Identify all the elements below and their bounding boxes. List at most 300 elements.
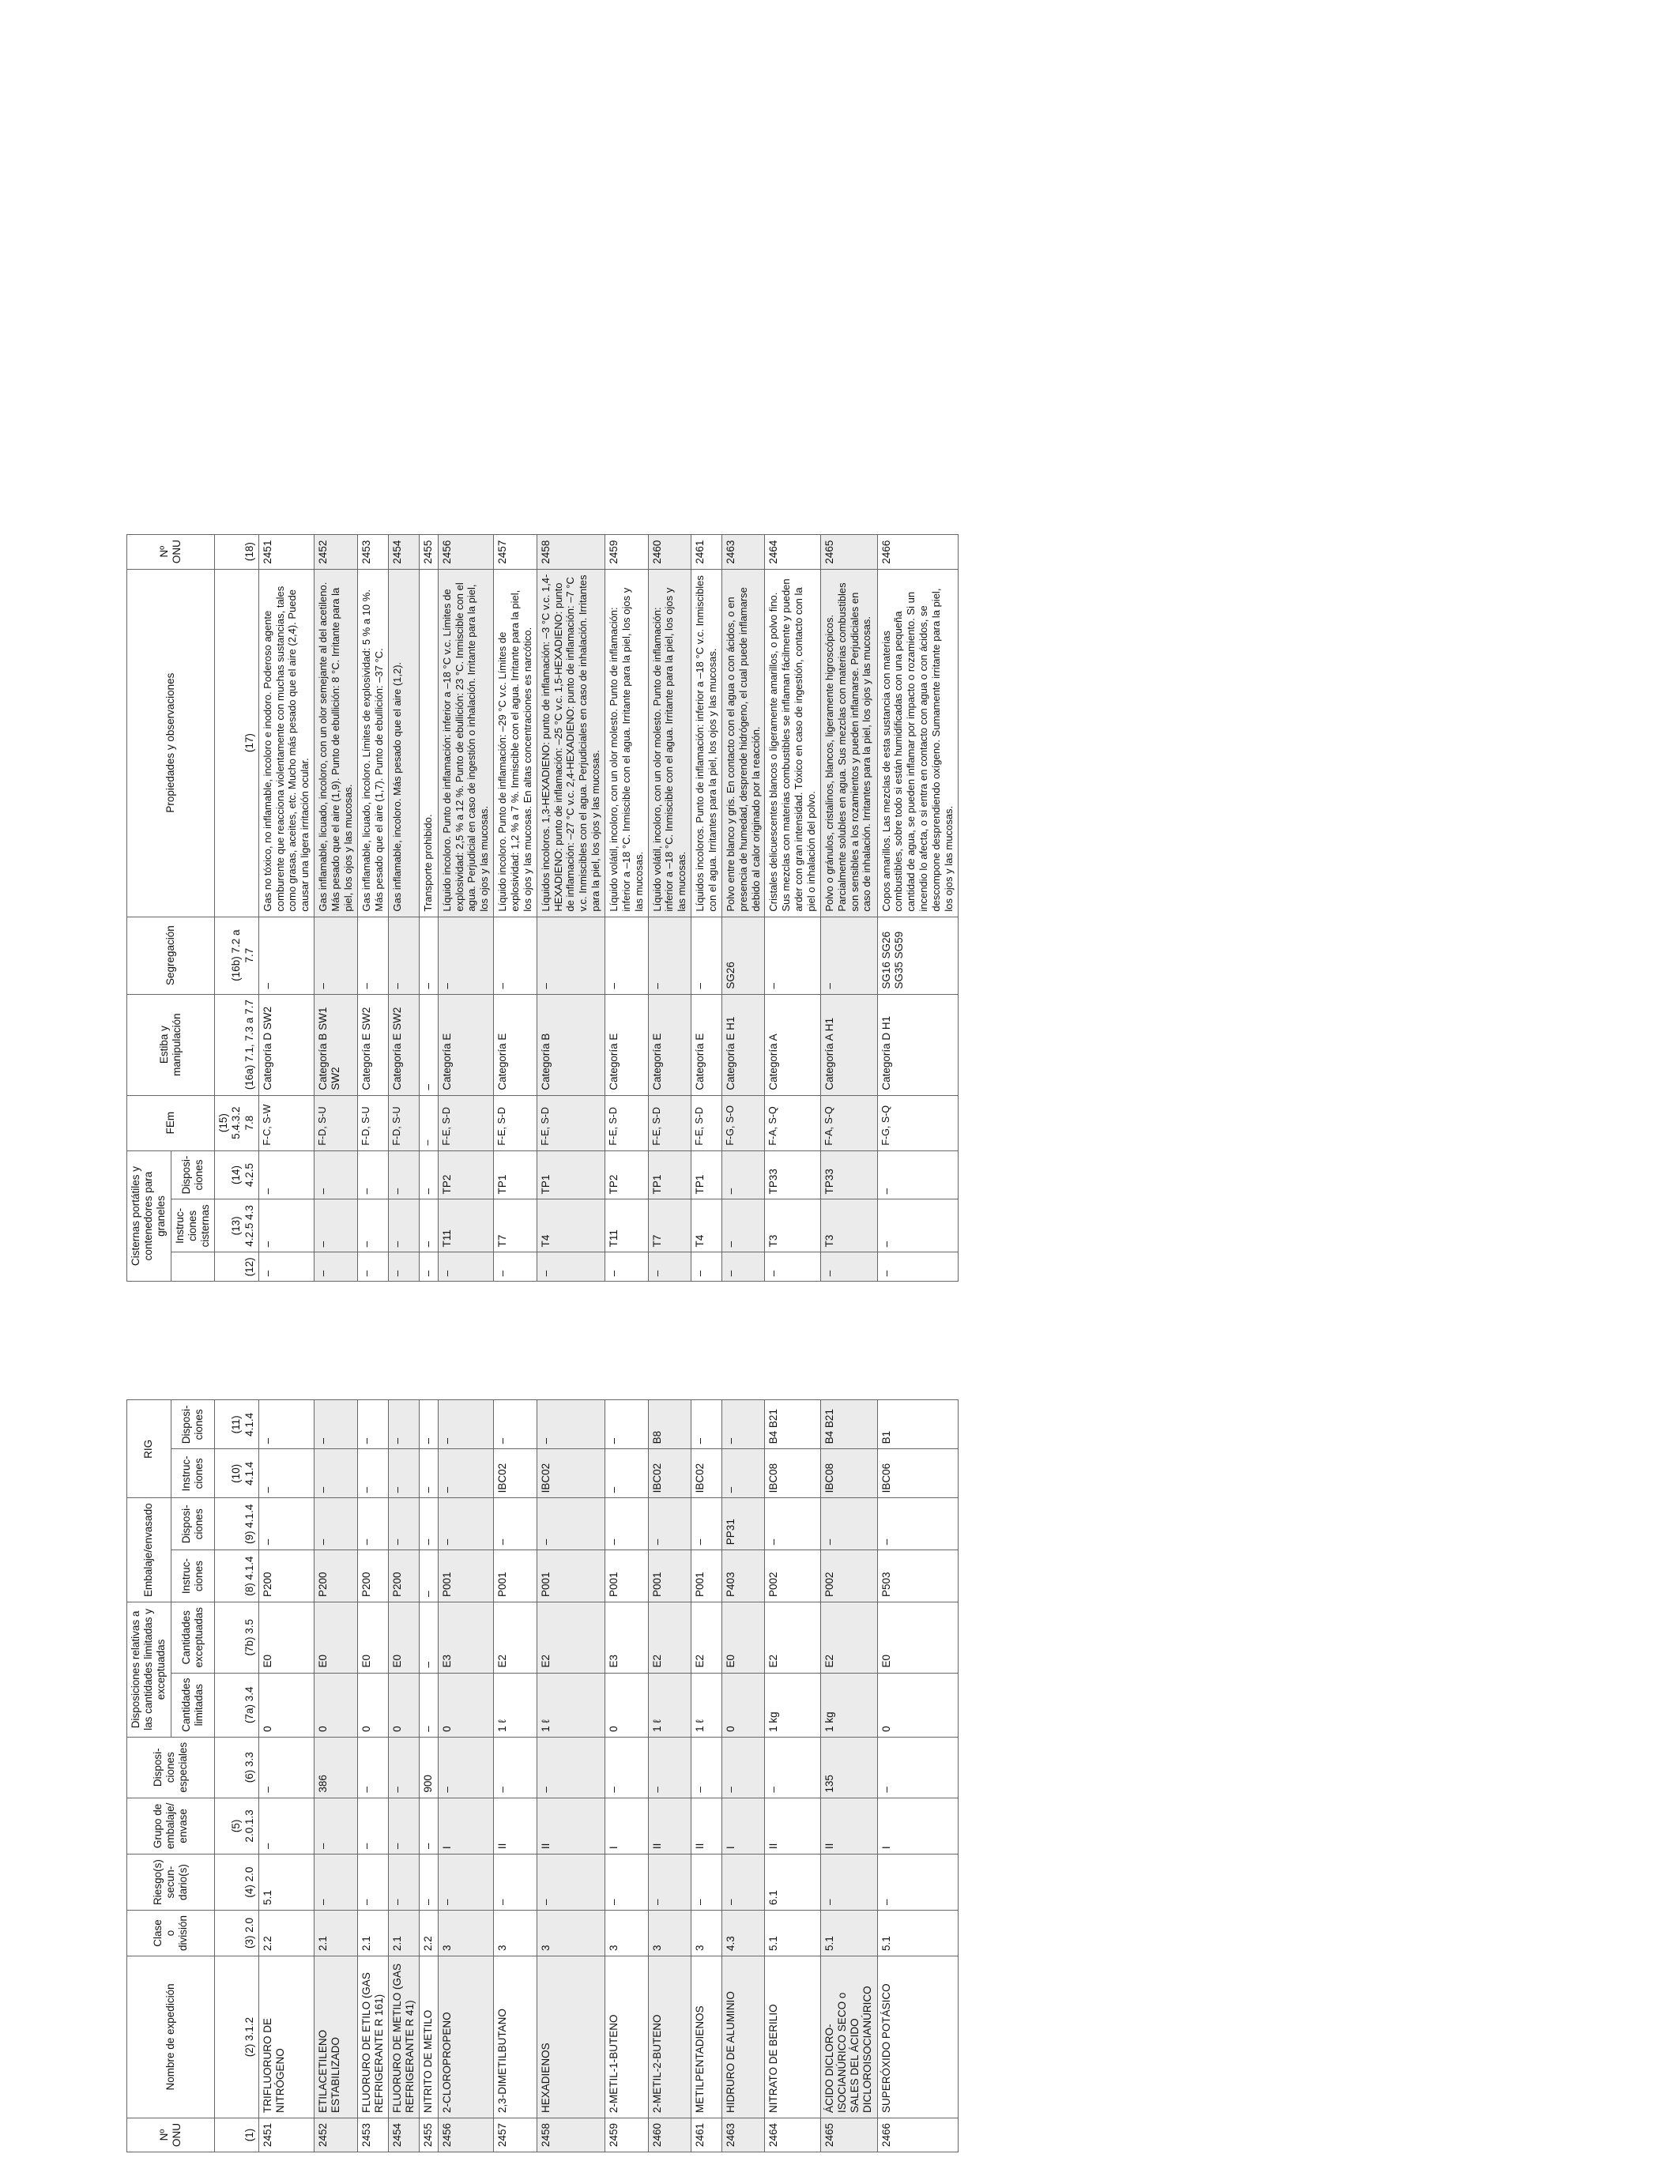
cell-tank-instructions: – — [420, 1199, 438, 1252]
cell-ibc-provisions: B4 B21 — [765, 1400, 820, 1449]
cell-stowage: Categoría E — [691, 994, 722, 1095]
cell-packing-group: I — [438, 1798, 493, 1855]
cell-packing-provisions: – — [389, 1498, 420, 1550]
cell-ibc-instructions: – — [721, 1449, 765, 1498]
cell-packing-group: – — [315, 1798, 358, 1855]
cell-tank-provisions: TP33 — [820, 1150, 877, 1199]
cell-un-right: 2456 — [438, 534, 493, 569]
cell-excepted-qty: E2 — [691, 1602, 722, 1674]
cell-stowage: Categoría B SW1 SW2 — [315, 994, 358, 1095]
cell-class: 4.3 — [721, 1910, 765, 1956]
cell-ibc-provisions: B4 B21 — [820, 1400, 877, 1449]
cell-special-provisions: – — [721, 1737, 765, 1798]
cell-ibc-provisions: – — [357, 1400, 388, 1449]
cell-limited-qty: 0 — [258, 1673, 314, 1737]
ref-4: (4) 2.0 — [215, 1855, 259, 1911]
cell-col12: – — [537, 1252, 605, 1282]
cell-ibc-instructions: IBC08 — [820, 1449, 877, 1498]
table-row — [420, 534, 438, 2152]
cell-properties: Líquidos incoloros. Punto de inflamación: inferior a –18 °C v.c. Inmiscibles con el agua. Irritantes para la piel, los ojos y las mucosas. — [691, 569, 722, 917]
ref-1: (1) — [215, 2118, 259, 2152]
table-row — [691, 534, 722, 2152]
cell-packing-provisions: – — [820, 1498, 877, 1550]
header-tank-instructions: Instruc-ciones cisternas — [171, 1199, 215, 1252]
cell-tank-provisions: – — [357, 1150, 388, 1199]
header-packing-instructions: Instruc-ciones — [171, 1550, 215, 1602]
cell-col12: – — [315, 1252, 358, 1282]
cell-ibc-instructions: IBC08 — [765, 1449, 820, 1498]
cell-un-right: 2461 — [691, 534, 722, 569]
cell-excepted-qty: E2 — [820, 1602, 877, 1674]
cell-limited-qty: 1 kg — [820, 1673, 877, 1737]
cell-ibc-instructions: – — [315, 1449, 358, 1498]
cell-packing-group: I — [605, 1798, 648, 1855]
cell-class: 3 — [605, 1910, 648, 1956]
cell-packing-instructions: P001 — [605, 1550, 648, 1602]
cell-un-right: 2452 — [315, 534, 358, 569]
cell-gap — [258, 1282, 314, 1400]
header-segregation: Segregación — [127, 917, 215, 994]
header-limited-qty: Cantidades limitadas — [171, 1673, 215, 1737]
cell-col12: – — [648, 1252, 691, 1282]
cell-tank-provisions: TP33 — [765, 1150, 820, 1199]
cell-packing-provisions: – — [494, 1498, 537, 1550]
cell-ibc-provisions: – — [258, 1400, 314, 1449]
cell-properties: Cristales delicuescentes blancos o ligeramente amarillos, o polvo fino. Sus mezclas con materias combustibles se inflaman fácilmente y pueden arder con gran intensidad. Tóxico en caso de ingestión, contacto con la piel o inhalación del polvo. — [765, 569, 820, 917]
cell-packing-instructions: P002 — [820, 1550, 877, 1602]
cell-subsidiary-risk: 5.1 — [258, 1855, 314, 1911]
table-row — [389, 534, 420, 2152]
cell-subsidiary-risk: – — [877, 1855, 958, 1911]
cell-ems: F-D, S-U — [315, 1095, 358, 1150]
cell-limited-qty: – — [420, 1673, 438, 1737]
cell-un: 2464 — [765, 2118, 820, 2152]
cell-segregation: – — [494, 917, 537, 994]
cell-ibc-provisions: – — [389, 1400, 420, 1449]
cell-properties: Copos amarillos. Las mezclas de esta sustancia con materias combustibles, sobre todo si están humidificadas con una pequeña cantidad de agua, se pueden inflamar por impacto o rozamiento. Si un incendio lo afecta, o si entra en contacto con agua o con ácidos, se descompone desprendiendo oxígeno. Sumamente irritante para la piel, los ojos y las mucosas. — [877, 569, 958, 917]
cell-limited-qty: 0 — [877, 1673, 958, 1737]
cell-name: SUPERÓXIDO POTÁSICO — [877, 1956, 958, 2118]
ref-12: (12) — [215, 1252, 259, 1282]
cell-tank-instructions: – — [877, 1199, 958, 1252]
cell-stowage: Categoría E H1 — [721, 994, 765, 1095]
cell-stowage: Categoría E — [648, 994, 691, 1095]
cell-un-right: 2458 — [537, 534, 605, 569]
cell-ibc-instructions: IBC02 — [494, 1449, 537, 1498]
ref-17: (17) — [215, 569, 259, 917]
cell-properties: Líquido volátil, incoloro, con un olor molesto. Punto de inflamación: inferior a –18 °C. Inmiscible con el agua. Irritante para la piel, los ojos y las mucosas. — [605, 569, 648, 917]
cell-properties: Transporte prohibido. — [420, 569, 438, 917]
cell-stowage: – — [420, 994, 438, 1095]
cell-tank-provisions: – — [389, 1150, 420, 1199]
table-row — [258, 534, 314, 2152]
cell-packing-instructions: P503 — [877, 1550, 958, 1602]
cell-tank-instructions: T7 — [494, 1199, 537, 1252]
cell-packing-instructions: P001 — [438, 1550, 493, 1602]
rotated-page — [126, 534, 959, 2152]
cell-packing-provisions: – — [315, 1498, 358, 1550]
cell-col12: – — [420, 1252, 438, 1282]
cell-packing-group: II — [691, 1798, 722, 1855]
cell-special-provisions: – — [537, 1737, 605, 1798]
cell-ems: F-E, S-D — [494, 1095, 537, 1150]
cell-subsidiary-risk: – — [537, 1855, 605, 1911]
cell-packing-group: – — [258, 1798, 314, 1855]
cell-gap — [420, 1282, 438, 1400]
header-un-right: Nº ONU — [127, 534, 215, 569]
cell-limited-qty: 0 — [315, 1673, 358, 1737]
cell-gap — [494, 1282, 537, 1400]
cell-special-provisions: – — [877, 1737, 958, 1798]
cell-un: 2459 — [605, 2118, 648, 2152]
cell-gap — [721, 1282, 765, 1400]
cell-limited-qty: 0 — [605, 1673, 648, 1737]
cell-stowage: Categoría B — [537, 994, 605, 1095]
cell-col12: – — [820, 1252, 877, 1282]
page-gap — [127, 1282, 259, 1400]
cell-class: 5.1 — [877, 1910, 958, 1956]
header-special-provisions: Disposi-ciones especiales — [127, 1737, 215, 1798]
table-row — [721, 534, 765, 2152]
cell-excepted-qty: E3 — [438, 1602, 493, 1674]
cell-un: 2463 — [721, 2118, 765, 2152]
cell-ems: F-E, S-D — [438, 1095, 493, 1150]
cell-packing-provisions: – — [648, 1498, 691, 1550]
cell-subsidiary-risk: – — [820, 1855, 877, 1911]
cell-tank-instructions: T7 — [648, 1199, 691, 1252]
cell-limited-qty: 0 — [721, 1673, 765, 1737]
cell-un: 2454 — [389, 2118, 420, 2152]
cell-class: 5.1 — [820, 1910, 877, 1956]
cell-subsidiary-risk: – — [315, 1855, 358, 1911]
cell-ibc-provisions: – — [721, 1400, 765, 1449]
cell-segregation: SG26 — [721, 917, 765, 994]
cell-special-provisions: 900 — [420, 1737, 438, 1798]
header-name: Nombre de expedición — [127, 1956, 215, 2118]
cell-segregation: – — [258, 917, 314, 994]
cell-stowage: Categoría E SW2 — [357, 994, 388, 1095]
cell-class: 2.2 — [258, 1910, 314, 1956]
cell-ibc-instructions: – — [438, 1449, 493, 1498]
cell-special-provisions: 135 — [820, 1737, 877, 1798]
cell-excepted-qty: E0 — [357, 1602, 388, 1674]
table-row — [765, 534, 820, 2152]
cell-un-right: 2459 — [605, 534, 648, 569]
cell-packing-group: I — [877, 1798, 958, 1855]
cell-stowage: Categoría A — [765, 994, 820, 1095]
cell-properties: Polvo entre blanco y gris. En contacto con el agua o con ácidos, o en presencia de humedad, desprende hidrógeno, el cual puede inflamarse debido al calor originado por la reacción. — [721, 569, 765, 917]
cell-un-right: 2457 — [494, 534, 537, 569]
cell-limited-qty: 0 — [438, 1673, 493, 1737]
cell-subsidiary-risk: – — [648, 1855, 691, 1911]
ref-14: (14) 4.2.5 — [215, 1150, 259, 1199]
cell-tank-provisions: TP1 — [537, 1150, 605, 1199]
cell-limited-qty: 1 ℓ — [691, 1673, 722, 1737]
table-row — [877, 534, 958, 2152]
cell-gap — [438, 1282, 493, 1400]
cell-un-right: 2455 — [420, 534, 438, 569]
cell-packing-group: I — [721, 1798, 765, 1855]
cell-tank-instructions: T3 — [765, 1199, 820, 1252]
cell-special-provisions: – — [765, 1737, 820, 1798]
cell-tank-instructions: T3 — [820, 1199, 877, 1252]
cell-tank-instructions: T4 — [537, 1199, 605, 1252]
cell-excepted-qty: E0 — [258, 1602, 314, 1674]
cell-subsidiary-risk: – — [605, 1855, 648, 1911]
header-quantities-group: Disposiciones relativas a las cantidades limitadas y exceptuadas — [127, 1602, 171, 1738]
table-row — [537, 534, 605, 2152]
cell-class: 5.1 — [765, 1910, 820, 1956]
ref-10: (10) 4.1.4 — [215, 1449, 259, 1498]
cell-gap — [877, 1282, 958, 1400]
cell-un-right: 2464 — [765, 534, 820, 569]
ref-16a: (16a) 7.1, 7.3 a 7.7 — [215, 994, 259, 1095]
header-tanks-group: Cisternas portátiles y contenedores para graneles — [127, 1150, 171, 1282]
cell-excepted-qty: E3 — [605, 1602, 648, 1674]
cell-tank-provisions: TP1 — [648, 1150, 691, 1199]
cell-un: 2451 — [258, 2118, 314, 2152]
ref-11: (11) 4.1.4 — [215, 1400, 259, 1449]
cell-ibc-instructions: IBC02 — [691, 1449, 722, 1498]
cell-tank-provisions: TP1 — [494, 1150, 537, 1199]
cell-ibc-provisions: – — [438, 1400, 493, 1449]
cell-properties: Líquidos incoloros. 1,3-HEXADIENO: punto de inflamación: –3 °C v.c. 1,4-HEXADIENO: punto de inflamación: –25 °C v.c. 1,5-HEXADIENO: punto de inflamación: –27 °C v.c. 2,4-HEXADIENO: punto de inflamación: –7 °C v.c. Inmiscibles con el agua. Perjudiciales en caso de inhalación. Irritantes para la piel, los ojos y las mucosas. — [537, 569, 605, 917]
cell-ems: F-C, S-W — [258, 1095, 314, 1150]
cell-stowage: Categoría E SW2 — [389, 994, 420, 1095]
cell-packing-provisions: – — [537, 1498, 605, 1550]
cell-tank-instructions: – — [721, 1199, 765, 1252]
cell-name: FLUORURO DE ETILO (GAS REFRIGERANTE R 161) — [357, 1956, 388, 2118]
cell-ibc-provisions: – — [315, 1400, 358, 1449]
cell-col12: – — [765, 1252, 820, 1282]
cell-name: ÁCIDO DICLORO-ISOCIANÚRICO SECO o SALES DEL ÁCIDO DICLOROISOCIANÚRICO — [820, 1956, 877, 2118]
cell-un-right: 2466 — [877, 534, 958, 569]
cell-name: METILPENTADIENOS — [691, 1956, 722, 2118]
cell-packing-instructions: P200 — [357, 1550, 388, 1602]
ref-16b: (16b) 7.2 a 7.7 — [215, 917, 259, 994]
cell-packing-instructions: P001 — [494, 1550, 537, 1602]
cell-name: 2-CLOROPROPENO — [438, 1956, 493, 2118]
cell-packing-group: II — [648, 1798, 691, 1855]
cell-tank-provisions: – — [315, 1150, 358, 1199]
cell-packing-instructions: P403 — [721, 1550, 765, 1602]
cell-packing-group: II — [820, 1798, 877, 1855]
cell-special-provisions: – — [494, 1737, 537, 1798]
cell-ems: F-G, S-O — [721, 1095, 765, 1150]
cell-name: HIDRURO DE ALUMINIO — [721, 1956, 765, 2118]
cell-name: FLUORURO DE METILO (GAS REFRIGERANTE R 41) — [389, 1956, 420, 2118]
cell-ems: F-D, S-U — [357, 1095, 388, 1150]
cell-properties: Gas inflamable, incoloro. Más pesado que el aire (1,2). — [389, 569, 420, 917]
cell-class: 3 — [648, 1910, 691, 1956]
cell-tank-provisions: TP2 — [605, 1150, 648, 1199]
cell-tank-instructions: – — [258, 1199, 314, 1252]
table-row — [605, 534, 648, 2152]
cell-limited-qty: 1 ℓ — [537, 1673, 605, 1737]
cell-tank-instructions: – — [315, 1199, 358, 1252]
cell-gap — [389, 1282, 420, 1400]
cell-tank-provisions: – — [721, 1150, 765, 1199]
cell-name: TRIFLUORURO DE NITRÓGENO — [258, 1956, 314, 2118]
cell-stowage: Categoría D SW2 — [258, 994, 314, 1095]
cell-packing-group: – — [389, 1798, 420, 1855]
cell-segregation: – — [648, 917, 691, 994]
cell-packing-provisions: – — [691, 1498, 722, 1550]
cell-ibc-provisions: – — [494, 1400, 537, 1449]
cell-un: 2458 — [537, 2118, 605, 2152]
header-un: Nº ONU — [127, 2118, 215, 2152]
cell-un-right: 2463 — [721, 534, 765, 569]
cell-class: 2.1 — [315, 1910, 358, 1956]
cell-limited-qty: 1 ℓ — [494, 1673, 537, 1737]
ref-6: (6) 3.3 — [215, 1737, 259, 1798]
cell-gap — [765, 1282, 820, 1400]
cell-ems: – — [420, 1095, 438, 1150]
cell-packing-provisions: – — [258, 1498, 314, 1550]
cell-col12: – — [438, 1252, 493, 1282]
table-row — [438, 534, 493, 2152]
cell-segregation: – — [389, 917, 420, 994]
cell-properties: Gas inflamable, licuado, incoloro, con un olor semejante al del acetileno. Más pesado que el aire (1,9). Punto de ebullición: 8 °C. Irritante para la piel, los ojos y las mucosas. — [315, 569, 358, 917]
cell-excepted-qty: E2 — [765, 1602, 820, 1674]
cell-special-provisions: – — [357, 1737, 388, 1798]
cell-packing-group: II — [537, 1798, 605, 1855]
ref-2: (2) 3.1.2 — [215, 1956, 259, 2118]
cell-packing-instructions: P200 — [258, 1550, 314, 1602]
header-subsidiary-risk: Riesgo(s) secun-dario(s) — [127, 1855, 215, 1911]
cell-properties: Gas no tóxico, no inflamable, incoloro e inodoro. Poderoso agente comburente que reacciona violentamente con muchas sustancias, tales como grasas, aceites, etc. Mucho más pesado que el aire (2,4). Puede causar una ligera irritación ocular. — [258, 569, 314, 917]
cell-packing-instructions: P200 — [389, 1550, 420, 1602]
cell-col12: – — [691, 1252, 722, 1282]
header-packing-provisions: Disposi-ciones — [171, 1498, 215, 1550]
cell-gap — [648, 1282, 691, 1400]
cell-name: NITRATO DE BERILIO — [765, 1956, 820, 2118]
cell-segregation: – — [315, 917, 358, 994]
cell-ibc-provisions: B1 — [877, 1400, 958, 1449]
cell-subsidiary-risk: – — [691, 1855, 722, 1911]
cell-un-right: 2451 — [258, 534, 314, 569]
cell-ibc-instructions: IBC06 — [877, 1449, 958, 1498]
header-ibc-provisions: Disposi-ciones — [171, 1400, 215, 1449]
cell-un: 2453 — [357, 2118, 388, 2152]
cell-name: 2-METIL-1-BUTENO — [605, 1956, 648, 2118]
table-row — [315, 534, 358, 2152]
cell-properties: Líquido incoloro. Punto de inflamación: –29 °C v.c. Límites de explosividad: 1,2 % a 7 %. Inmiscible con el agua. Irritante para la piel, los ojos y las mucosas. En altas concentraciones es narcótico. — [494, 569, 537, 917]
cell-tank-provisions: TP1 — [691, 1150, 722, 1199]
cell-un: 2460 — [648, 2118, 691, 2152]
cell-packing-instructions: P001 — [691, 1550, 722, 1602]
header-ibc-instructions: Instruc-ciones — [171, 1449, 215, 1498]
cell-limited-qty: 1 kg — [765, 1673, 820, 1737]
header-ibc-group: RIG — [127, 1400, 171, 1498]
cell-name: 2-METIL-2-BUTENO — [648, 1956, 691, 2118]
cell-ems: F-E, S-D — [691, 1095, 722, 1150]
cell-packing-provisions: – — [357, 1498, 388, 1550]
cell-segregation: SG16 SG26 SG35 SG59 — [877, 917, 958, 994]
header-packing-group: Grupo de embalaje/ envase — [127, 1798, 215, 1855]
cell-packing-instructions: – — [420, 1550, 438, 1602]
header-class: Clase o división — [127, 1910, 215, 1956]
cell-packing-provisions: – — [605, 1498, 648, 1550]
ref-7b: (7b) 3.5 — [215, 1602, 259, 1674]
ref-8: (8) 4.1.4 — [215, 1550, 259, 1602]
cell-name: 2,3-DIMETILBUTANO — [494, 1956, 537, 2118]
cell-ems: F-A, S-Q — [765, 1095, 820, 1150]
cell-special-provisions: – — [389, 1737, 420, 1798]
header-tank-provisions: Disposi-ciones — [171, 1150, 215, 1199]
cell-packing-instructions: P001 — [648, 1550, 691, 1602]
ref-3: (3) 2.0 — [215, 1910, 259, 1956]
cell-segregation: – — [420, 917, 438, 994]
cell-ibc-instructions: – — [389, 1449, 420, 1498]
cell-un: 2457 — [494, 2118, 537, 2152]
cell-subsidiary-risk: – — [721, 1855, 765, 1911]
cell-segregation: – — [605, 917, 648, 994]
table-row — [648, 534, 691, 2152]
cell-segregation: – — [438, 917, 493, 994]
cell-un: 2466 — [877, 2118, 958, 2152]
cell-tank-instructions: – — [357, 1199, 388, 1252]
cell-class: 3 — [537, 1910, 605, 1956]
header-stowage: Estiba y manipulación — [127, 994, 215, 1095]
cell-stowage: Categoría A H1 — [820, 994, 877, 1095]
cell-segregation: – — [537, 917, 605, 994]
cell-ems: F-E, S-D — [605, 1095, 648, 1150]
table-row — [357, 534, 388, 2152]
cell-excepted-qty: – — [420, 1602, 438, 1674]
cell-class: 2.1 — [389, 1910, 420, 1956]
cell-stowage: Categoría D H1 — [877, 994, 958, 1095]
cell-packing-provisions: – — [438, 1498, 493, 1550]
cell-subsidiary-risk: – — [357, 1855, 388, 1911]
cell-gap — [605, 1282, 648, 1400]
cell-name: NITRITO DE METILO — [420, 1956, 438, 2118]
cell-tank-provisions: TP2 — [438, 1150, 493, 1199]
cell-ibc-instructions: – — [258, 1449, 314, 1498]
cell-col12: – — [877, 1252, 958, 1282]
ref-18: (18) — [215, 534, 259, 569]
cell-ems: F-E, S-D — [648, 1095, 691, 1150]
cell-tank-instructions: T11 — [438, 1199, 493, 1252]
cell-packing-group: II — [765, 1798, 820, 1855]
cell-ibc-provisions: – — [691, 1400, 722, 1449]
cell-tank-instructions: T11 — [605, 1199, 648, 1252]
cell-packing-provisions: – — [420, 1498, 438, 1550]
cell-packing-instructions: P001 — [537, 1550, 605, 1602]
cell-ems: F-E, S-D — [537, 1095, 605, 1150]
dangerous-goods-table — [126, 534, 959, 2152]
header-row — [127, 534, 171, 2152]
cell-ibc-instructions: – — [357, 1449, 388, 1498]
cell-segregation: – — [691, 917, 722, 994]
cell-un: 2456 — [438, 2118, 493, 2152]
header-packaging-group: Embalaje/envasado — [127, 1498, 171, 1602]
cell-ibc-instructions: IBC02 — [648, 1449, 691, 1498]
cell-packing-group: – — [420, 1798, 438, 1855]
cell-packing-provisions: – — [877, 1498, 958, 1550]
cell-ibc-provisions: – — [605, 1400, 648, 1449]
cell-segregation: – — [820, 917, 877, 994]
cell-class: 2.2 — [420, 1910, 438, 1956]
cell-ibc-instructions: IBC02 — [537, 1449, 605, 1498]
cell-special-provisions: – — [691, 1737, 722, 1798]
ref-15: (15) 5.4.3.2 7.8 — [215, 1095, 259, 1150]
cell-tank-provisions: – — [420, 1150, 438, 1199]
cell-excepted-qty: E2 — [537, 1602, 605, 1674]
cell-gap — [691, 1282, 722, 1400]
cell-properties: Líquido volátil, incoloro, con un olor molesto. Punto de inflamación: inferior a –18 °C. Inmiscible con el agua. Irritante para la piel, los ojos y las mucosas. — [648, 569, 691, 917]
table-row — [820, 534, 877, 2152]
